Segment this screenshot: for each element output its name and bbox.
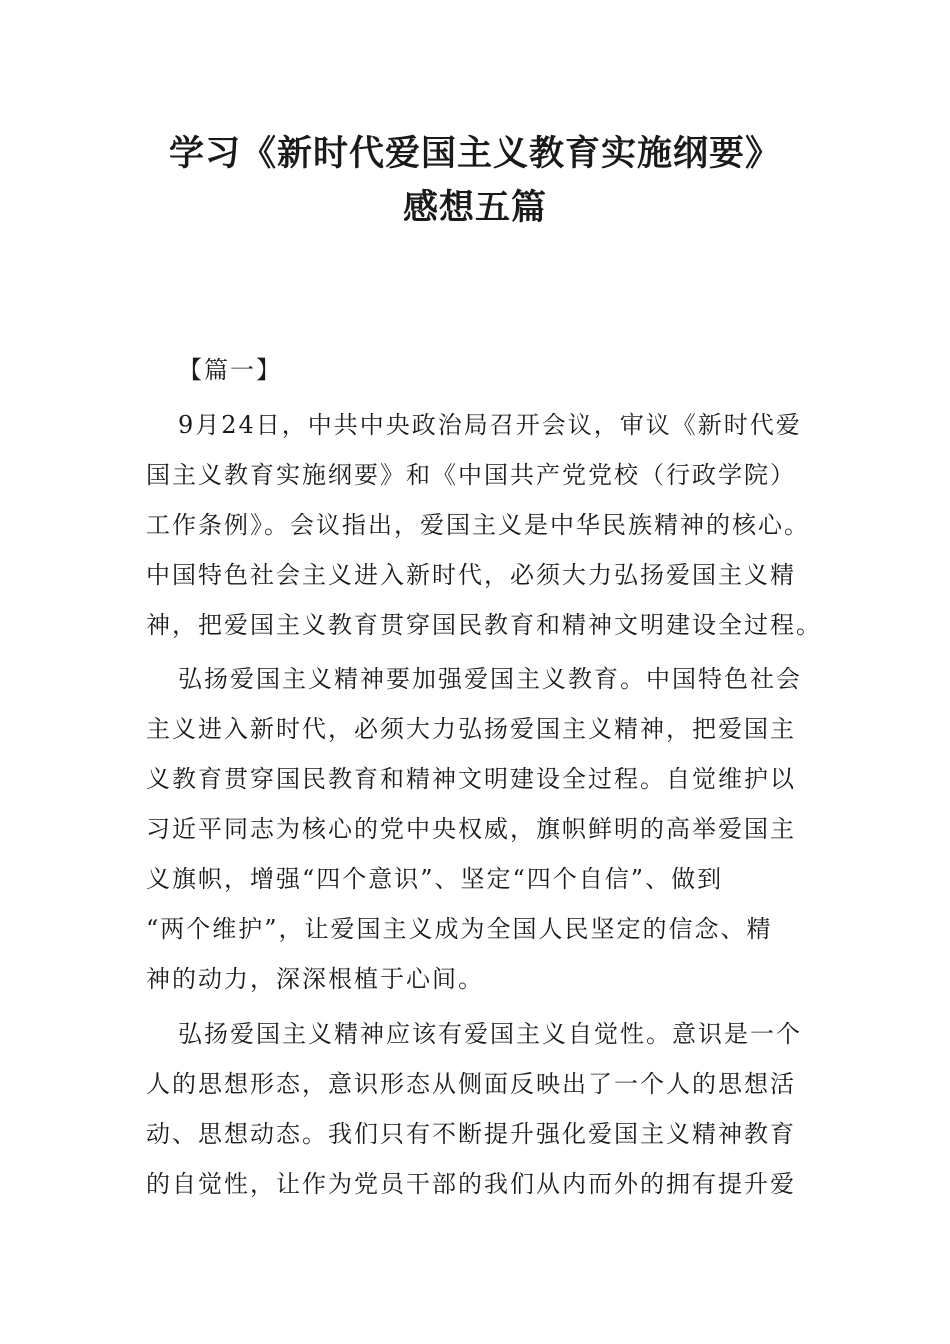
paragraph-line: 国主义教育实施纲要》和《中国共产党党校（行政学院）	[146, 461, 796, 489]
paragraph-line: 主义进入新时代，必须大力弘扬爱国主义精神，把爱国主	[146, 715, 796, 743]
paragraph-line: 弘扬爱国主义精神应该有爱国主义自觉性。意识是一个	[178, 1020, 802, 1048]
paragraph-line: 中国特色社会主义进入新时代，必须大力弘扬爱国主义精	[146, 561, 796, 589]
paragraph-line: 义教育贯穿国民教育和精神文明建设全过程。自觉维护以	[146, 765, 796, 793]
paragraph-line: 工作条例》。会议指出，爱国主义是中华民族精神的核心。	[146, 511, 810, 539]
paragraph-1	[146, 400, 822, 650]
paragraph-line: “两个维护”，让爱国主义成为全国人民坚定的信念、精	[146, 915, 773, 943]
paragraph-2	[146, 654, 802, 1004]
paragraph-line: 神的动力，深深根植于心间。	[146, 965, 484, 993]
document-title-line-2: 感想五篇	[402, 188, 547, 228]
paragraph-line: 人的思想形态，意识形态从侧面反映出了一个人的思想活	[146, 1070, 796, 1098]
paragraph-line: 神，把爱国主义教育贯穿国民教育和精神文明建设全过程。	[146, 611, 822, 639]
paragraph-line: 习近平同志为核心的党中央权威，旗帜鲜明的高举爱国主	[146, 815, 796, 843]
section-heading	[146, 345, 796, 395]
paragraph-3	[146, 1009, 802, 1209]
paragraph-line: 弘扬爱国主义精神要加强爱国主义教育。中国特色社会	[178, 665, 802, 693]
section-label: 【篇一】	[178, 356, 282, 384]
paragraph-line: 动、思想动态。我们只有不断提升强化爱国主义精神教育	[146, 1120, 796, 1148]
paragraph-line: 的自觉性，让作为党员干部的我们从内而外的拥有提升爱	[146, 1170, 796, 1198]
document-title-line-1: 学习《新时代爱国主义教育实施纲要》	[168, 134, 781, 174]
paragraph-line: 义旗帜，增强“四个意识”、坚定“四个自信”、做到	[146, 865, 724, 893]
paragraph-line: 9月24日，中共中央政治局召开会议，审议《新时代爱	[178, 411, 802, 439]
